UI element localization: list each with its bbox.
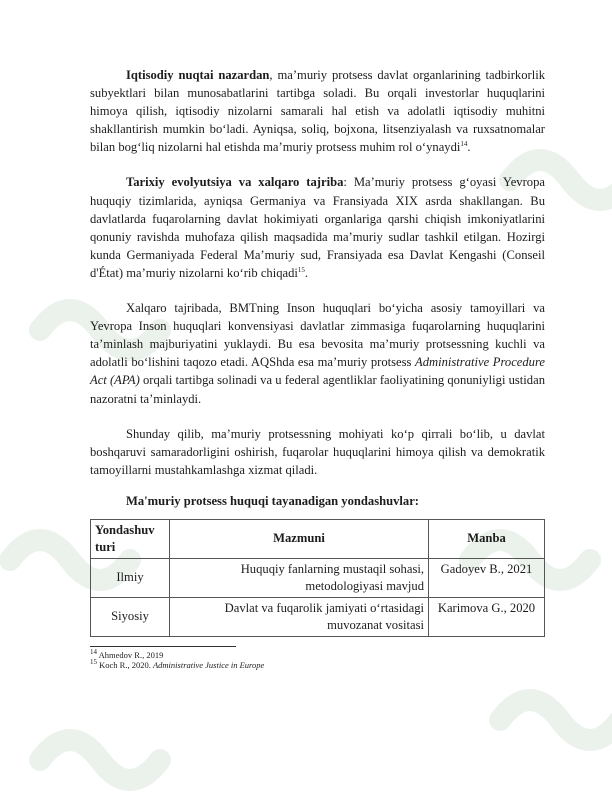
table-header-cell: Mazmuni bbox=[170, 519, 429, 558]
paragraph-lead: Iqtisodiy nuqtai nazardan bbox=[126, 68, 270, 82]
approaches-table bbox=[90, 519, 545, 637]
table-row bbox=[91, 558, 545, 597]
table-header-cell: Manba bbox=[429, 519, 545, 558]
paragraph-text: Xalqaro tajribada, BMTning Inson huquqlari bo‘yicha asosiy tamoyillari va Yevropa Inson huquqlari konvensiyasi davlatlar zimmasiga fuqarolarning huquqlarini ta’minlash majburiyatini yuklaydi. Bu esa bevosita ma’muriy protsessning kuchli va adolatli bo‘lishini taqozo etadi. AQShda esa ma’muriy protsess bbox=[90, 301, 545, 370]
table-cell: Huquqiy fanlarning mustaqil sohasi, metodologiyasi mavjud bbox=[170, 558, 429, 597]
paragraph-economic bbox=[90, 66, 545, 156]
table-heading: Ma'muriy protsess huquqi tayanadigan yondashuvlar: bbox=[126, 493, 419, 508]
table-header-row bbox=[91, 519, 545, 558]
paragraph-tail: . bbox=[467, 140, 471, 155]
paragraph-text: , ma’muriy protsess davlat organlarining tadbirkorlik subyektlari bilan munosabatlarini tartibga soladi. Bu orqali investorlar huquqlarini himoya qilish, iqtisodiy nizolarni samarali hal etish va adolatli iqtisodiy muhitni shakllantirish mumkin bo‘ladi. Ayniqsa, soliq, bojxona, litsenziyalash va ruxsatnomalar bilan bog‘liq nizolarni hal etishda ma’muriy protsess muhim rol o‘ynaydi bbox=[90, 68, 545, 155]
table-cell: Karimova G., 2020 bbox=[429, 597, 545, 636]
table-cell: Ilmiy bbox=[91, 558, 170, 597]
table-header-cell: Yondashuv turi bbox=[91, 519, 170, 558]
footnote-ref[interactable]: 15 bbox=[297, 265, 305, 274]
footnote-italic: Administrative Justice in Europe bbox=[152, 659, 265, 670]
paragraph-tail: . bbox=[304, 265, 309, 280]
watermark-stroke bbox=[40, 740, 160, 780]
footnote-ref[interactable]: 14 bbox=[460, 140, 468, 149]
footnote-number: 15 bbox=[90, 658, 97, 667]
paragraph-conclusion: Shunday qilib, ma’muriy protsessning mohiyati ko‘p qirrali bo‘lib, u davlat boshqaruvi samaradorligini oshirish, fuqarolar huquqlarini himoya qilish va demokratik tamoyillarni mustahkamlashga xizmat qiladi. bbox=[90, 426, 545, 477]
footnote-text: Koch R., 2020. bbox=[97, 659, 153, 670]
paragraph-text: : Ma’muriy protsess g‘oyasi Yevropa huquqiy tizimlarida, ayniqsa Germaniya va Fransiyada XIX asrda shakllangan. Bu davlatlarda fuqarolarning davlat hokimiyati organlariga qarshi chiqish imkoniyatlarini qonuniy ravishda muhofaza qilish maqsadida ma’muriy sudlar tashkil etilgan. Hozirgi kunda Germaniyada Federal Ma’muriy sud, Fransiyada esa Davlat Kengashi (Conseil d'État) ma’muriy nizolarni ko‘rib chiqadi bbox=[90, 175, 545, 280]
paragraph-lead: Tarixiy evolyutsiya va xalqaro tajriba bbox=[126, 175, 344, 190]
table-cell: Davlat va fuqarolik jamiyati o‘rtasidagi muvozanat vositasi bbox=[170, 597, 429, 636]
footnote-item bbox=[90, 658, 265, 670]
paragraph-text: orqali tartibga solinadi va u federal agentliklar faoliyatining qonuniyligi ustidan nazoratni ta’minlaydi. bbox=[90, 373, 545, 406]
watermark-stroke bbox=[500, 700, 612, 740]
paragraph-international bbox=[90, 299, 545, 408]
footnote-item bbox=[90, 650, 236, 660]
paragraph-history bbox=[90, 173, 545, 282]
table-cell: Gadoyev B., 2021 bbox=[429, 558, 545, 597]
table-row bbox=[91, 597, 545, 636]
document-page bbox=[90, 66, 545, 670]
paragraph-italic: Administrative Procedure Act (APA) bbox=[90, 355, 545, 388]
footnote-text: Ahmedov R., 2019 bbox=[97, 649, 164, 660]
footnotes-section bbox=[90, 646, 265, 670]
footnote-number: 14 bbox=[90, 648, 97, 657]
table-cell: Siyosiy bbox=[91, 597, 170, 636]
